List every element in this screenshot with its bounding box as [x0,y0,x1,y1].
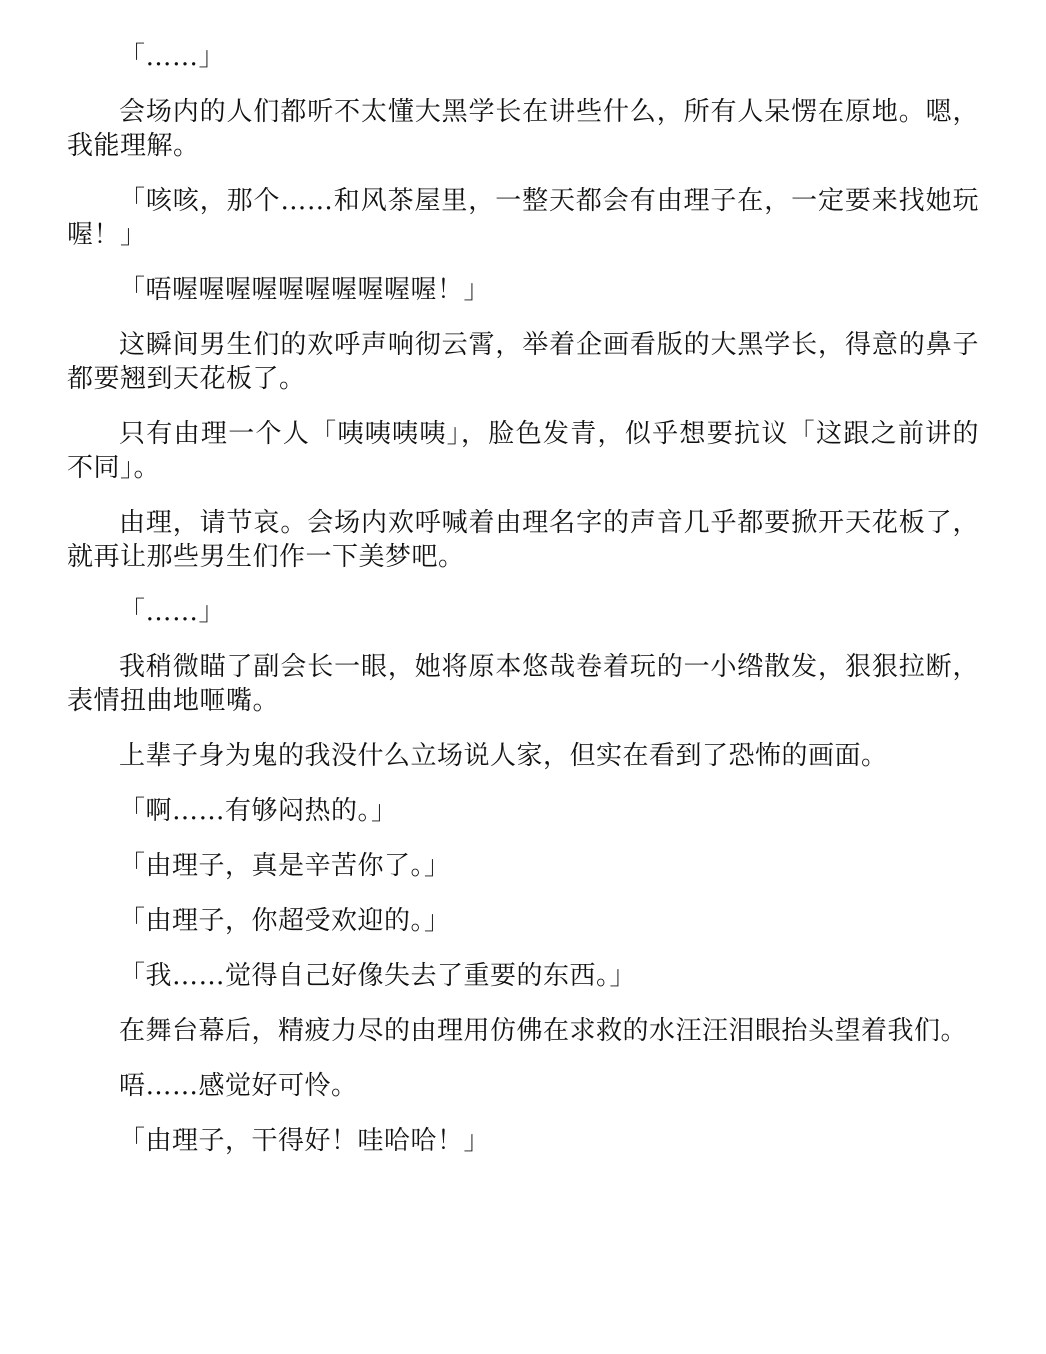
paragraph-2: 会场内的人们都听不太懂大黑学长在讲些什么，所有人呆愣在原地。嗯，我能理解。 [67,97,979,161]
paragraph-8: 「……」 [119,597,226,627]
paragraph-16: 唔……感觉好可怜。 [119,1071,358,1101]
paragraph-4: 「唔喔喔喔喔喔喔喔喔喔喔！」 [119,275,491,305]
paragraph-6: 只有由理一个人「咦咦咦咦」，脸色发青，似乎想要抗议「这跟之前讲的不同」。 [67,419,979,483]
paragraph-13: 「由理子，你超受欢迎的。」 [119,906,451,936]
document-page [67,40,979,1179]
paragraph-7: 由理，请节哀。会场内欢呼喊着由理名字的声音几乎都要掀开天花板了，就再让那些男生们作一下美梦吧。 [67,508,979,572]
paragraph-12: 「由理子，真是辛苦你了。」 [119,851,451,881]
paragraph-10: 上辈子身为鬼的我没什么立场说人家，但实在看到了恐怖的画面。 [119,741,888,771]
paragraph-15: 在舞台幕后，精疲力尽的由理用仿佛在求救的水汪汪泪眼抬头望着我们。 [119,1016,968,1046]
paragraph-1: 「……」 [119,42,226,72]
paragraph-17: 「由理子，干得好！哇哈哈！」 [119,1126,491,1156]
paragraph-3: 「咳咳，那个……和风茶屋里，一整天都会有由理子在，一定要来找她玩喔！」 [67,186,979,250]
paragraph-5: 这瞬间男生们的欢呼声响彻云霄，举着企画看版的大黑学长，得意的鼻子都要翘到天花板了。 [67,330,979,394]
paragraph-11: 「啊……有够闷热的。」 [119,796,398,826]
paragraph-14: 「我……觉得自己好像失去了重要的东西。」 [119,961,637,991]
paragraph-9: 我稍微瞄了副会长一眼，她将原本悠哉卷着玩的一小绺散发，狠狠拉断，表情扭曲地咂嘴。 [67,652,979,716]
